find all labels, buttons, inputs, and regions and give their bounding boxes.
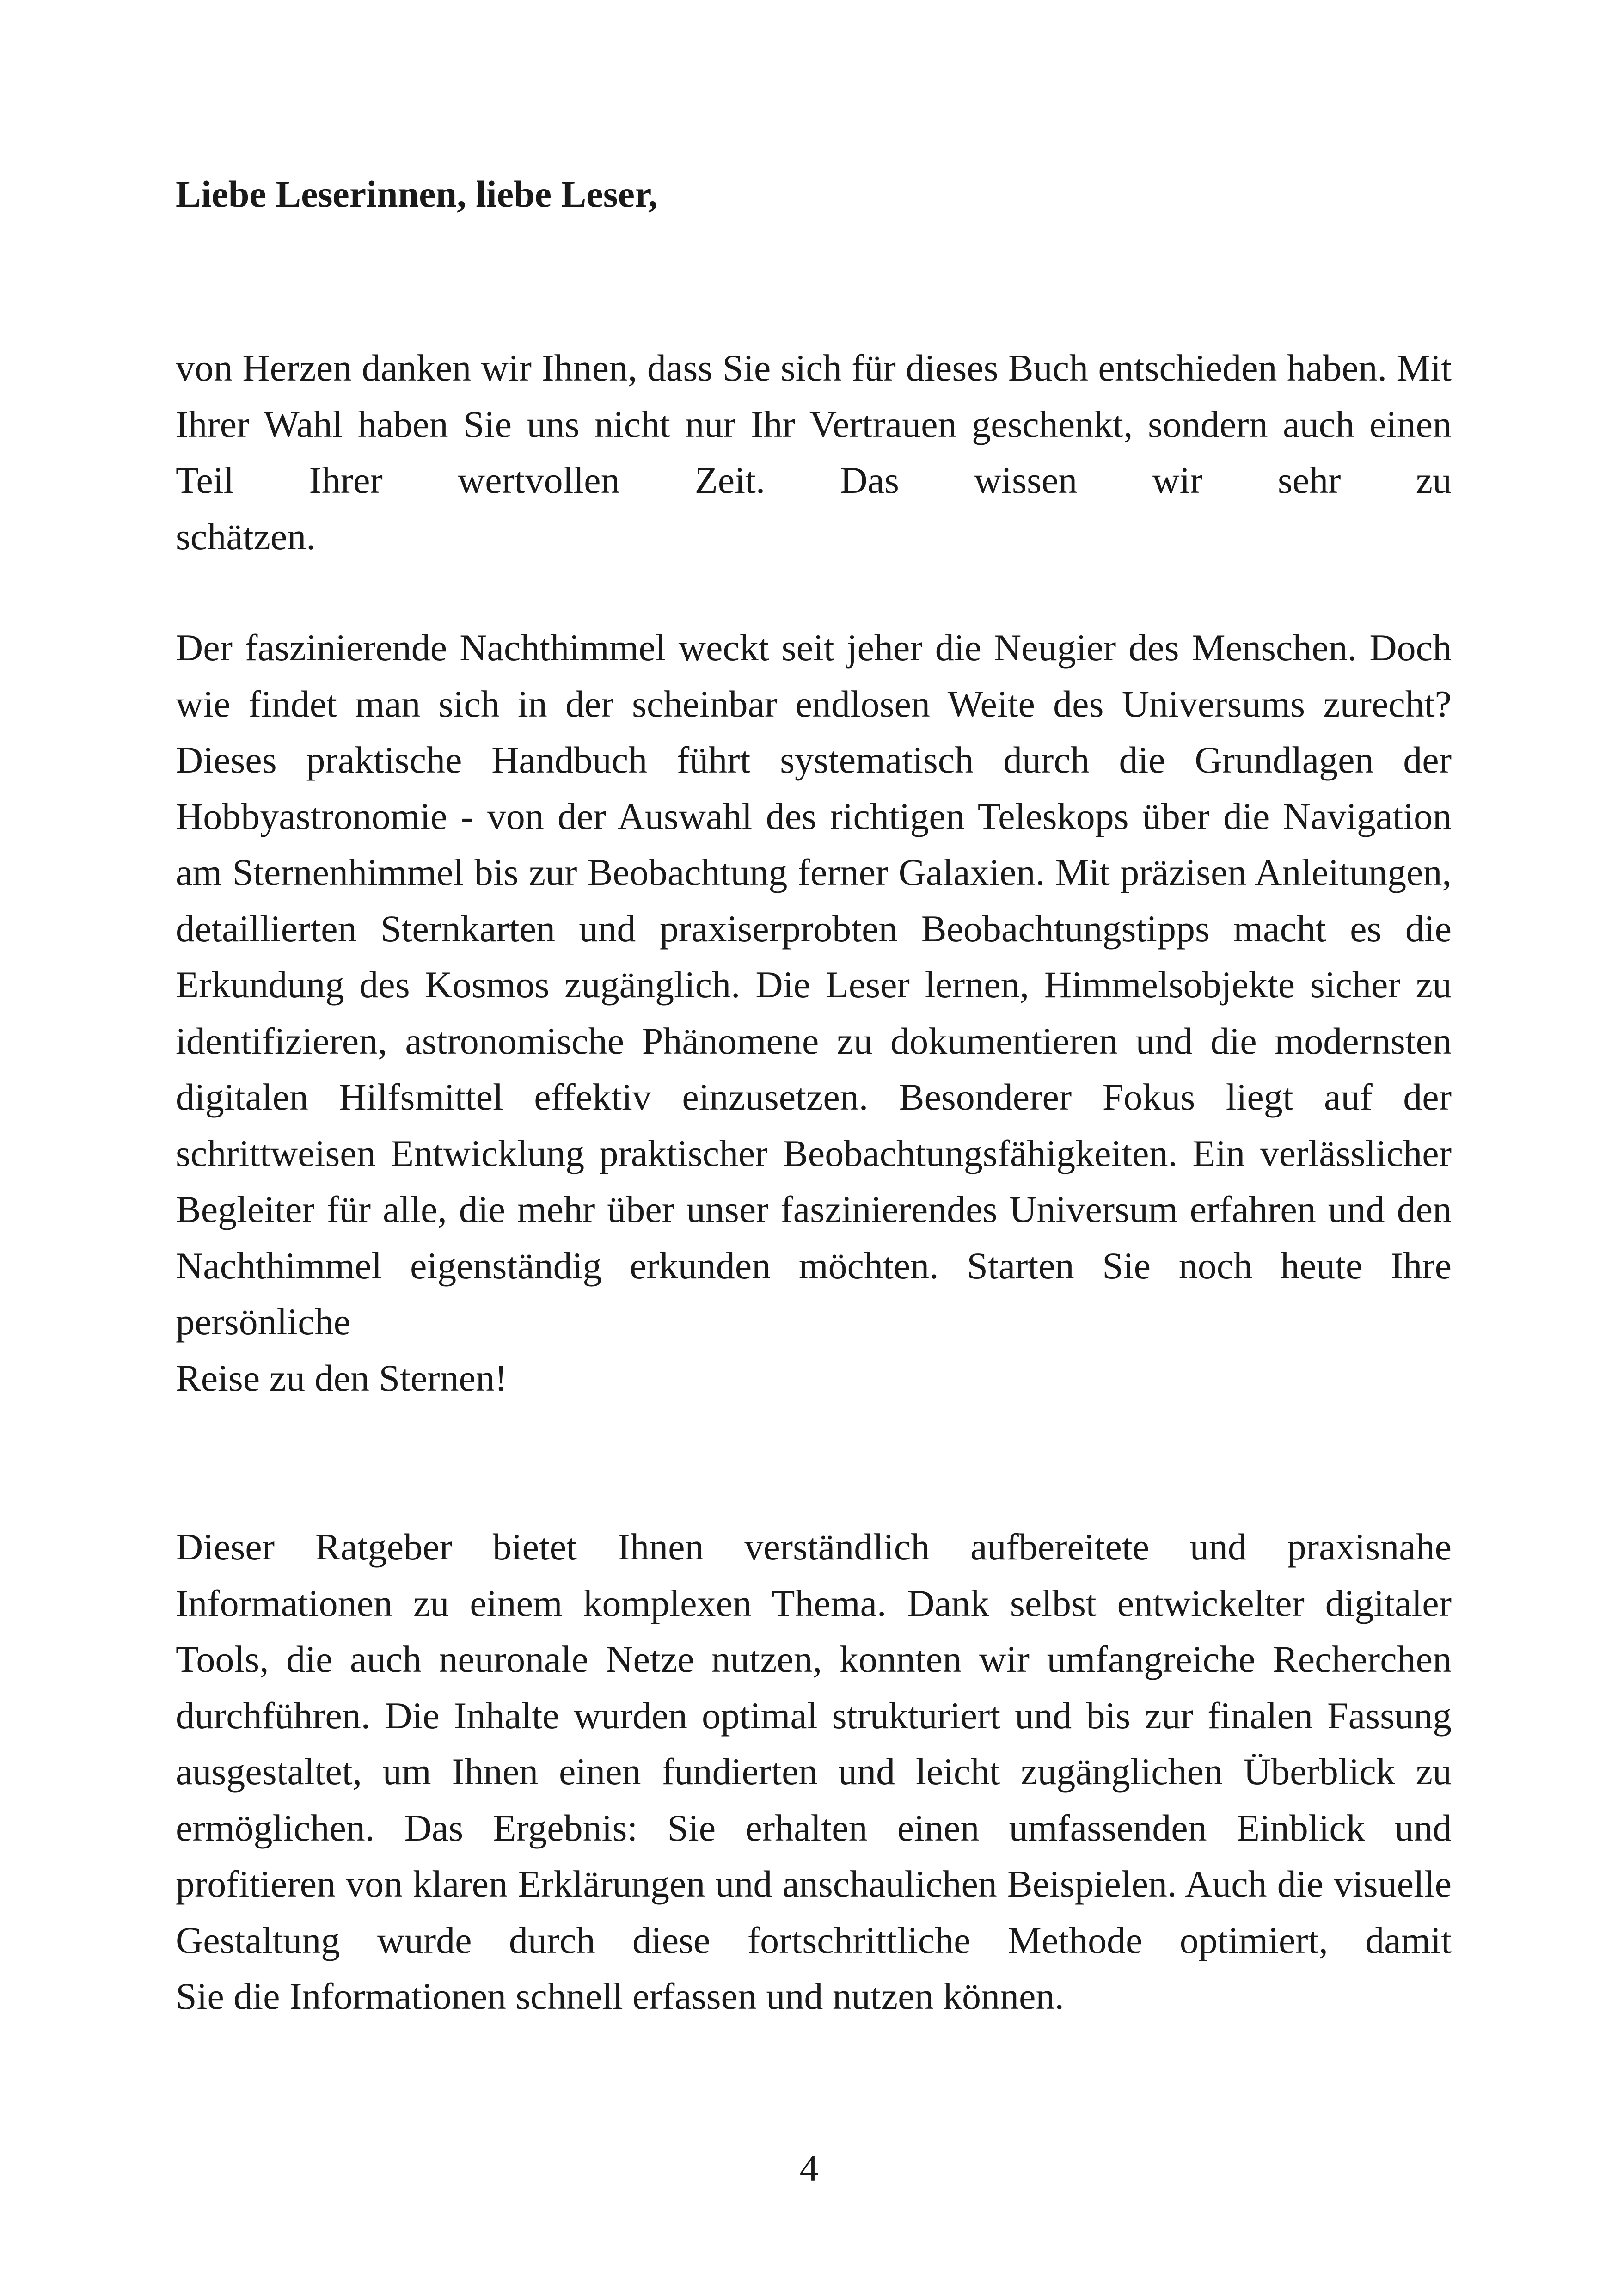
salutation-heading: Liebe Leserinnen, liebe Leser,	[176, 173, 658, 215]
paragraph-thanks-body: von Herzen danken wir Ihnen, dass Sie sich für dieses Buch entschieden haben. Mit Ihrer Wahl haben Sie uns nicht nur Ihr Vertrauen geschenkt, sondern auch einen Teil Ihrer wertvollen Zeit. Das wissen wir sehr zu	[176, 347, 1452, 501]
paragraph-thanks-last-line: schätzen.	[176, 515, 316, 558]
page-number: 4	[799, 2147, 819, 2189]
paragraph-guide-info	[176, 1519, 1452, 2025]
paragraph-book-description-last-line: Reise zu den Sternen!	[176, 1357, 508, 1399]
paragraph-book-description-body: Der faszinierende Nachthimmel weckt seit jeher die Neugier des Menschen. Doch wie findet man sich in der scheinbar endlosen Weite des Universums zurecht? Dieses praktische Handbuch führt systematisch durch die Grundlagen der Hobbyastronomie - von der Auswahl des richtigen Teleskops über die Navigation am Sternenhimmel bis zur Beobachtung ferner Galaxien. Mit präzisen Anleitungen, detaillierten Sternkarten und praxiserprobten Beobachtungstipps macht es die Erkundung des Kosmos zugänglich. Die Leser lernen, Himmelsobjekte sicher zu identifizieren, astronomische Phänomene zu dokumentieren und die modernsten digitalen Hilfsmittel effektiv einzusetzen. Besonderer Fokus liegt auf der schrittweisen Entwicklung praktischer Beobachtungsfähigkeiten. Ein verlässlicher Begleiter für alle, die mehr über unser faszinierendes Universum erfahren und den Nachthimmel eigenständig erkunden möchten. Starten Sie noch heute Ihre persönliche	[176, 626, 1452, 1343]
paragraph-guide-info-last-line: Sie die Informationen schnell erfassen und nutzen können.	[176, 1975, 1064, 2017]
paragraph-book-description	[176, 620, 1452, 1406]
paragraph-thanks	[176, 340, 1452, 565]
paragraph-guide-info-body: Dieser Ratgeber bietet Ihnen verständlich aufbereitete und praxisnahe Informationen zu einem komplexen Thema. Dank selbst entwickelter digitaler Tools, die auch neuronale Netze nutzen, konnten wir umfangreiche Recherchen durchführen. Die Inhalte wurden optimal strukturiert und bis zur finalen Fassung ausgestaltet, um Ihnen einen fundierten und leicht zugänglichen Überblick zu ermöglichen. Das Ergebnis: Sie erhalten einen umfassenden Einblick und profitieren von klaren Erklärungen und anschaulichen Beispielen. Auch die visuelle Gestaltung wurde durch diese fortschrittliche Methode optimiert, damit	[176, 1526, 1452, 1961]
